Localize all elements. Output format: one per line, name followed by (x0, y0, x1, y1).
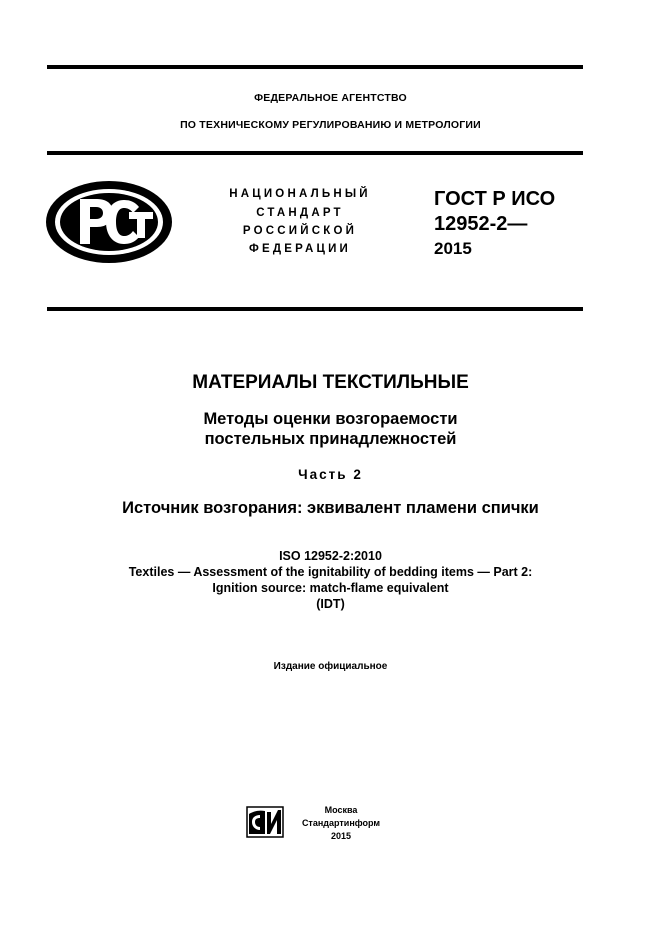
publisher-city: Москва (324, 805, 358, 815)
iso-title-line-2: Ignition source: match-flame equivalent (212, 581, 449, 595)
national-line-3: РОССИЙСКОЙ (242, 225, 358, 237)
designation-line-2: 12952-2— (434, 213, 528, 235)
subtitle-line-2: постельных принадлежностей (204, 430, 457, 448)
iso-number: ISO 12952-2:2010 (279, 549, 382, 563)
national-line-4: ФЕДЕРАЦИИ (248, 243, 352, 255)
agency-line-1: ФЕДЕРАЛЬНОЕ АГЕНТСТВО (254, 92, 407, 104)
subject-title: Источник возгорания: эквивалент пламени спички (122, 499, 539, 517)
publisher-year: 2015 (330, 831, 352, 841)
edition-label: Издание официальное (273, 661, 388, 672)
part-label: Часть 2 (298, 467, 363, 482)
national-line-2: СТАНДАРТ (256, 207, 344, 219)
iso-degree: (IDT) (316, 597, 345, 611)
agency-line-2: ПО ТЕХНИЧЕСКОМУ РЕГУЛИРОВАНИЮ И МЕТРОЛОГИИ (180, 119, 481, 131)
designation-line-3: 2015 (434, 239, 472, 258)
national-line-1: НАЦИОНАЛЬНЫЙ (229, 188, 371, 200)
subtitle-line-1: Методы оценки возгораемости (203, 410, 458, 428)
publisher-name: Стандартинформ (301, 818, 381, 828)
designation-line-1: ГОСТ Р ИСО (434, 188, 556, 210)
top-rule (47, 65, 583, 69)
standard-block-rule (47, 307, 583, 311)
iso-title-line-1: Textiles — Assessment of the ignitability of bedding items — Part 2: (128, 565, 533, 579)
main-title: МАТЕРИАЛЫ ТЕКСТИЛЬНЫЕ (192, 372, 469, 393)
standartinform-logo-icon (246, 806, 284, 838)
rst-logo-icon (43, 178, 175, 266)
header-rule (47, 151, 583, 155)
